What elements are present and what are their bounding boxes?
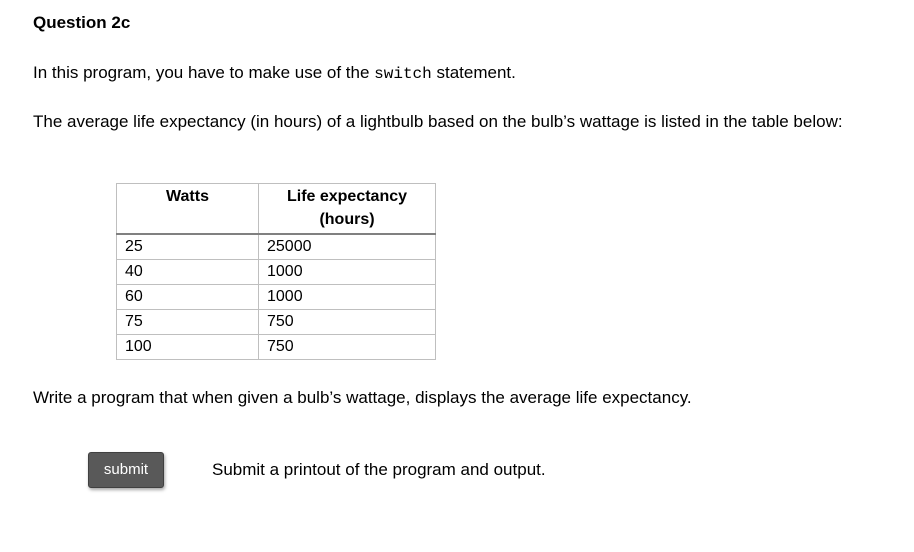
- cell-life-expectancy: 1000: [259, 260, 436, 285]
- cell-watts: 25: [117, 234, 259, 260]
- cell-life-expectancy: 750: [259, 335, 436, 360]
- submit-instruction: Submit a printout of the program and output.: [212, 460, 546, 479]
- switch-keyword: switch: [374, 65, 432, 83]
- cell-life-expectancy: 25000: [259, 234, 436, 260]
- table-row: [117, 234, 436, 260]
- table-row: [117, 260, 436, 285]
- cell-watts: 60: [117, 285, 259, 310]
- cell-life-expectancy: 750: [259, 310, 436, 335]
- cell-watts: 40: [117, 260, 259, 285]
- table-row: [117, 285, 436, 310]
- submit-button[interactable]: submit: [88, 452, 164, 488]
- intro-paragraph: [33, 61, 516, 86]
- intro-text-after: statement.: [431, 63, 516, 82]
- table-header-row: [117, 184, 436, 235]
- cell-watts: 100: [117, 335, 259, 360]
- life-expectancy-table: [116, 183, 436, 360]
- cell-watts: 75: [117, 310, 259, 335]
- description-paragraph: The average life expectancy (in hours) of a lightbulb based on the bulb’s wattage is listed in the table below:: [33, 112, 843, 131]
- task-paragraph: Write a program that when given a bulb’s wattage, displays the average life expectancy.: [33, 388, 692, 407]
- table-row: [117, 335, 436, 360]
- intro-text-before: In this program, you have to make use of the: [33, 63, 375, 82]
- cell-life-expectancy: 1000: [259, 285, 436, 310]
- header-watts: Watts: [117, 184, 259, 235]
- header-life-expectancy: Life expectancy (hours): [259, 184, 436, 235]
- table-row: [117, 310, 436, 335]
- question-heading: Question 2c: [33, 13, 131, 32]
